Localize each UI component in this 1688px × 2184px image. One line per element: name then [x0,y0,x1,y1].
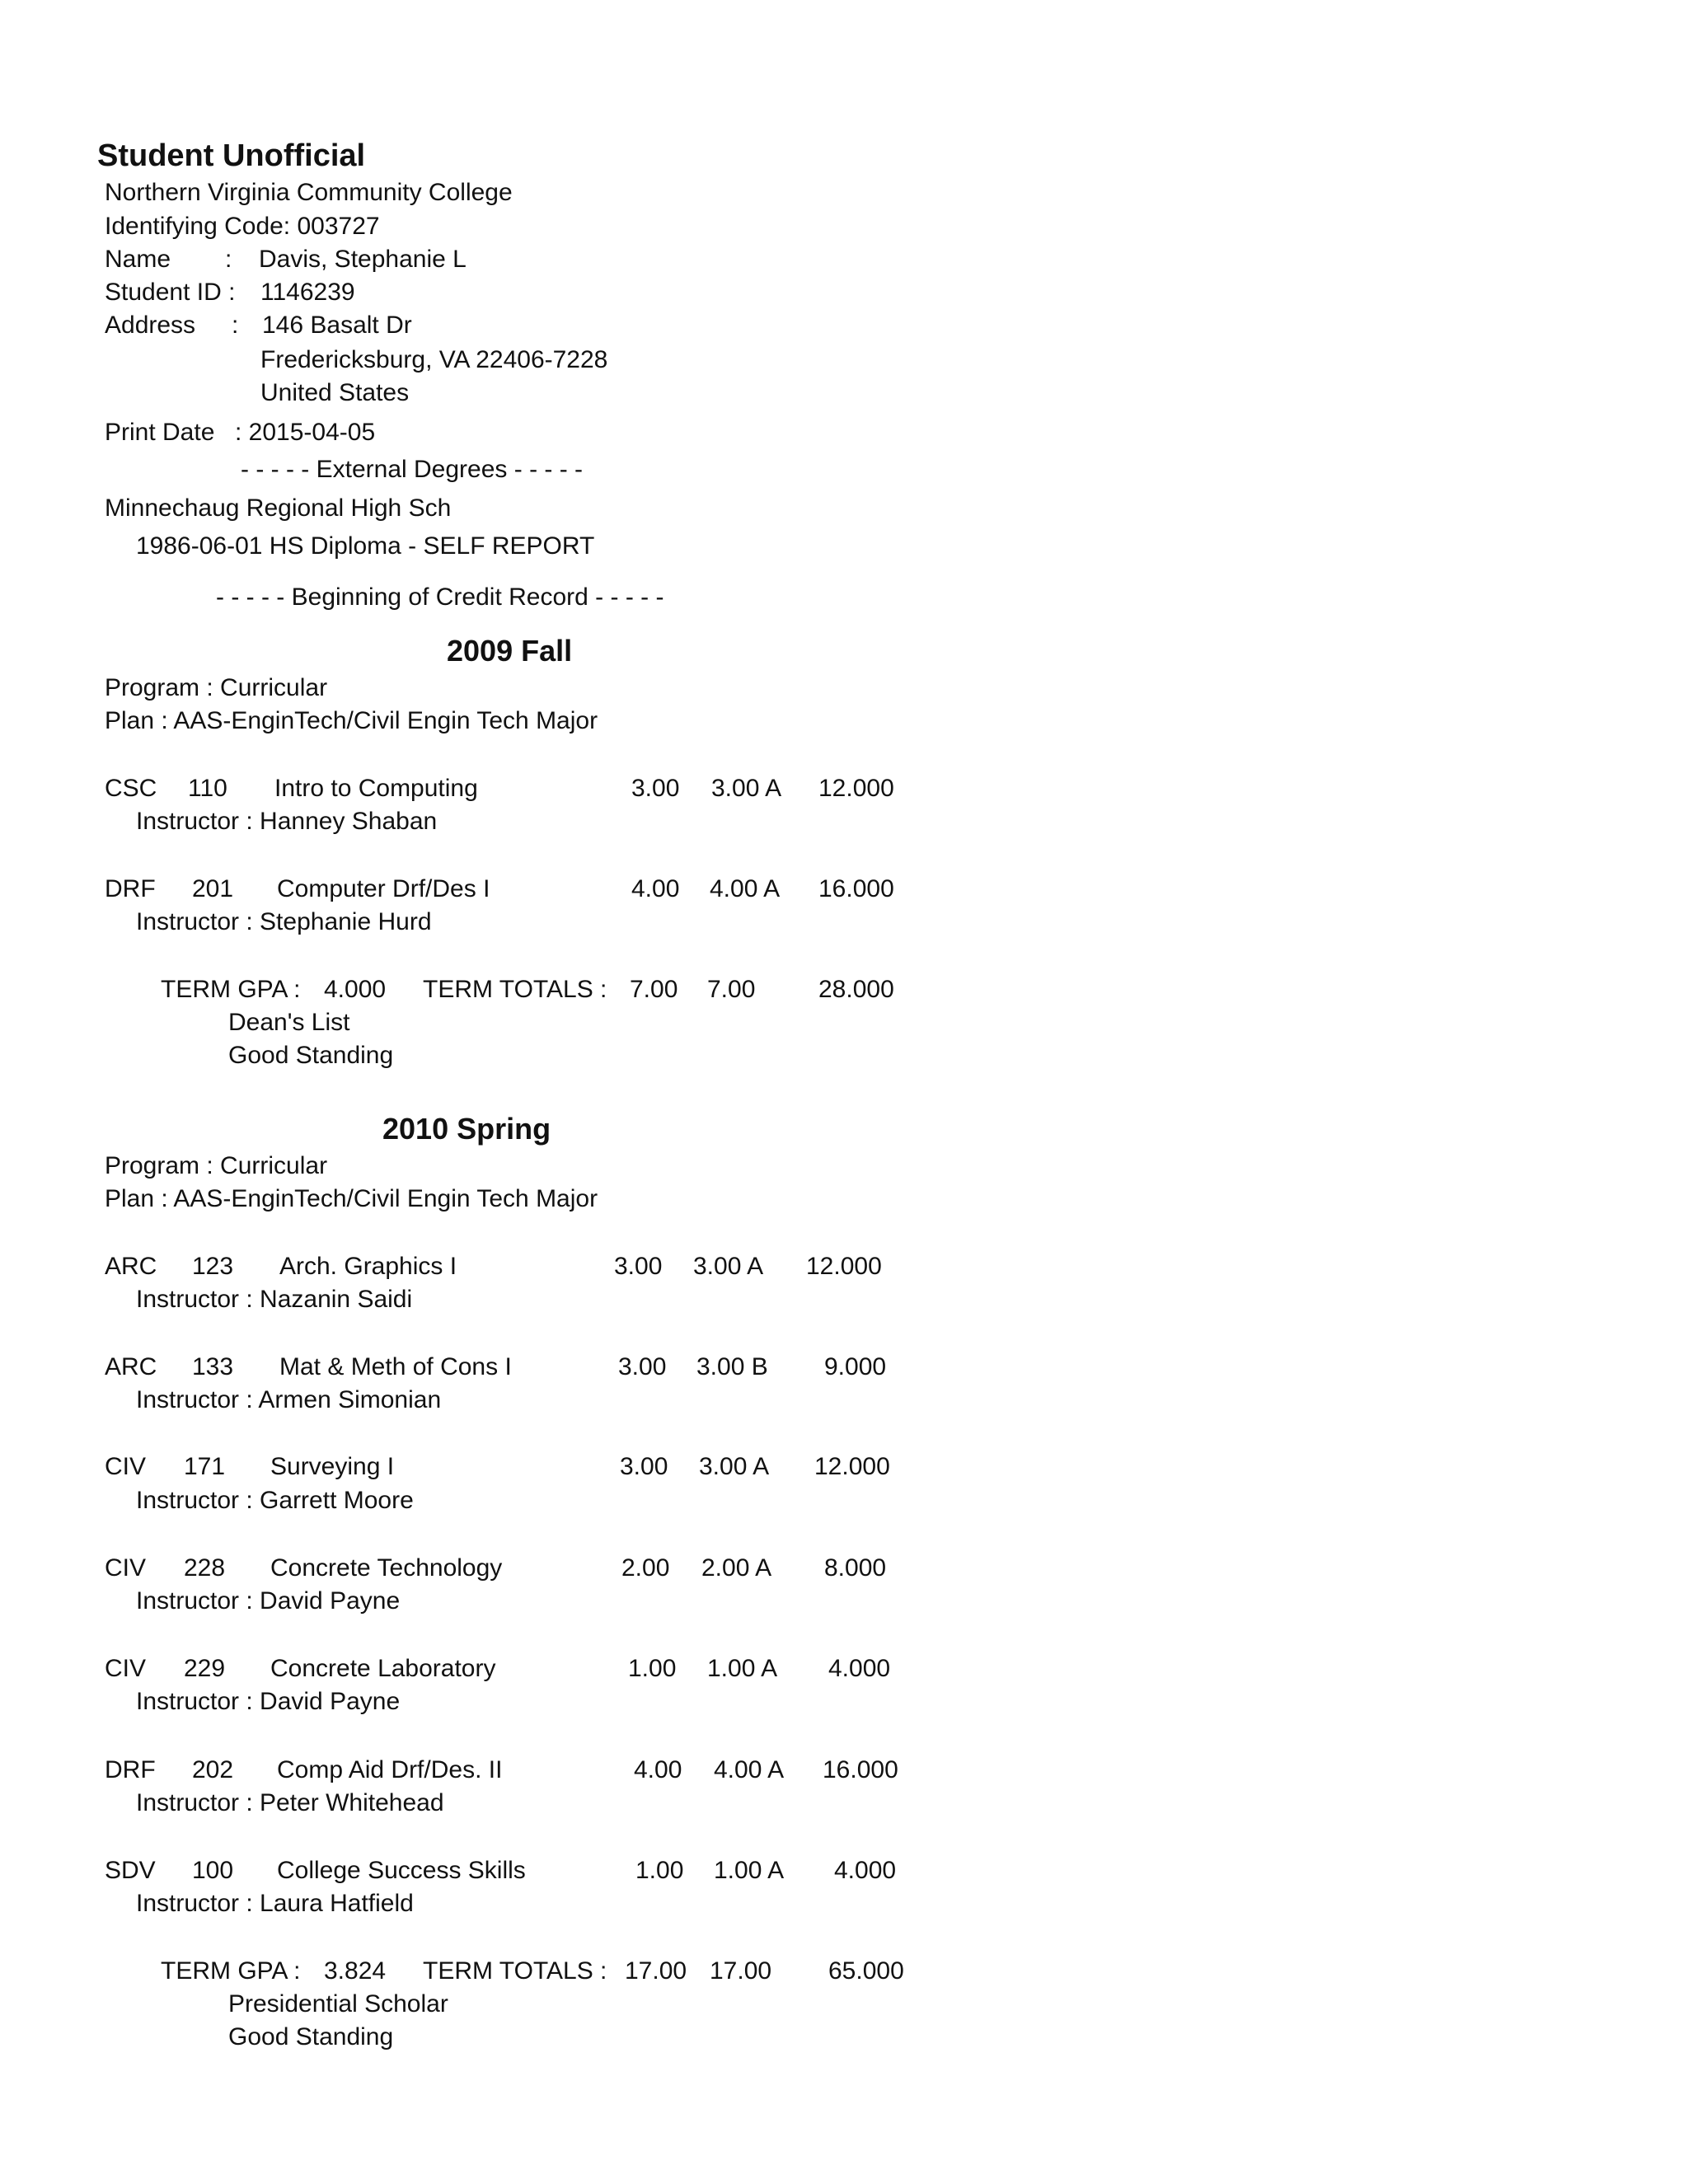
term-honors: Presidential Scholar [228,1990,448,2018]
course-number: 202 [192,1756,234,1783]
term-program: Program : Curricular [105,674,328,701]
course-title: Mat & Meth of Cons I [279,1353,512,1380]
term-gpa-label: TERM GPA : [161,976,301,1003]
term-standing: Good Standing [228,1042,394,1069]
external-school: Minnechaug Regional High Sch [105,494,452,522]
course-instructor: Instructor : David Payne [136,1688,401,1715]
course-title: Surveying I [270,1453,395,1480]
course-attempted: 2.00 [621,1554,670,1582]
print-date-value: : 2015-04-05 [235,419,376,446]
course-number: 100 [192,1857,234,1884]
course-earned-grade: 1.00 A [714,1857,785,1884]
course-subject: SDV [105,1857,156,1884]
address-label: Address [105,312,196,339]
course-title: Concrete Technology [270,1554,503,1582]
identifying-code: Identifying Code: 003727 [105,213,380,240]
course-number: 229 [184,1655,226,1682]
course-title: Concrete Laboratory [270,1655,496,1682]
course-attempted: 4.00 [631,875,680,902]
course-earned-grade: 1.00 A [707,1655,778,1682]
course-number: 133 [192,1353,234,1380]
course-subject: CIV [105,1655,147,1682]
term-plan: Plan : AAS-EnginTech/Civil Engin Tech Major [105,707,598,734]
course-points: 8.000 [824,1554,887,1582]
course-title: Intro to Computing [274,775,478,802]
term-total-earned: 17.00 [710,1957,772,1985]
course-earned-grade: 4.00 A [710,875,781,902]
term-program: Program : Curricular [105,1152,328,1179]
course-subject: CIV [105,1453,147,1480]
course-earned-grade: 3.00 A [711,775,782,802]
course-attempted: 3.00 [618,1353,667,1380]
term-plan: Plan : AAS-EnginTech/Civil Engin Tech Major [105,1185,598,1212]
student-id-label: Student ID : [105,279,236,306]
course-instructor: Instructor : Stephanie Hurd [136,908,432,935]
course-attempted: 4.00 [634,1756,682,1783]
student-id-value: 1146239 [260,279,355,306]
address-separator: : [232,312,239,339]
course-attempted: 1.00 [628,1655,677,1682]
address-line-3: United States [260,379,410,406]
external-degree: 1986-06-01 HS Diploma - SELF REPORT [136,532,595,560]
course-instructor: Instructor : Hanney Shaban [136,808,438,835]
term-gpa-value: 3.824 [324,1957,387,1985]
course-title: Comp Aid Drf/Des. II [277,1756,503,1783]
course-number: 171 [184,1453,226,1480]
course-subject: ARC [105,1253,157,1280]
course-attempted: 3.00 [620,1453,668,1480]
course-points: 4.000 [834,1857,897,1884]
course-title: Arch. Graphics I [279,1253,457,1280]
course-instructor: Instructor : Armen Simonian [136,1386,442,1413]
term-totals-label: TERM TOTALS : [423,976,607,1003]
course-points: 12.000 [814,1453,890,1480]
course-title: College Success Skills [277,1857,526,1884]
name-separator: : [225,246,232,273]
course-attempted: 3.00 [614,1253,663,1280]
term-honors: Dean's List [228,1009,350,1036]
term-total-attempted: 7.00 [630,976,678,1003]
course-points: 4.000 [828,1655,891,1682]
address-line-1: 146 Basalt Dr [262,312,412,339]
course-earned-grade: 3.00 A [693,1253,764,1280]
course-earned-grade: 3.00 B [696,1353,768,1380]
course-subject: CIV [105,1554,147,1582]
external-degrees-heading: - - - - - External Degrees - - - - - [241,456,584,483]
course-subject: DRF [105,1756,156,1783]
course-points: 12.000 [818,775,894,802]
term-gpa-label: TERM GPA : [161,1957,301,1985]
term-title: 2010 Spring [382,1112,551,1146]
course-subject: ARC [105,1353,157,1380]
course-number: 110 [188,775,227,802]
term-gpa-value: 4.000 [324,976,387,1003]
address-line-2: Fredericksburg, VA 22406-7228 [260,346,608,373]
course-number: 228 [184,1554,226,1582]
course-instructor: Instructor : Laura Hatfield [136,1890,414,1917]
course-subject: DRF [105,875,156,902]
name-label: Name [105,246,171,273]
term-total-points: 65.000 [828,1957,904,1985]
course-subject: CSC [105,775,157,802]
course-earned-grade: 4.00 A [714,1756,785,1783]
course-instructor: Instructor : Peter Whitehead [136,1789,444,1816]
course-instructor: Instructor : David Payne [136,1587,401,1615]
course-earned-grade: 2.00 A [701,1554,772,1582]
term-total-attempted: 17.00 [625,1957,687,1985]
credit-record-heading: - - - - - Beginning of Credit Record - - - - - [216,583,664,611]
term-totals-label: TERM TOTALS : [423,1957,607,1985]
course-points: 16.000 [818,875,894,902]
term-standing: Good Standing [228,2023,394,2050]
term-title: 2009 Fall [447,634,573,668]
document-title: Student Unofficial [97,138,366,173]
term-total-points: 28.000 [818,976,894,1003]
course-number: 123 [192,1253,234,1280]
course-attempted: 3.00 [631,775,680,802]
course-points: 9.000 [824,1353,887,1380]
course-earned-grade: 3.00 A [699,1453,770,1480]
course-instructor: Instructor : Garrett Moore [136,1487,414,1514]
course-instructor: Instructor : Nazanin Saidi [136,1286,413,1313]
student-name: Davis, Stephanie L [259,246,467,273]
course-number: 201 [192,875,234,902]
term-total-earned: 7.00 [707,976,756,1003]
institution-name: Northern Virginia Community College [105,179,513,206]
course-title: Computer Drf/Des I [277,875,490,902]
course-points: 16.000 [823,1756,898,1783]
course-attempted: 1.00 [635,1857,684,1884]
course-points: 12.000 [806,1253,882,1280]
print-date-label: Print Date [105,419,215,446]
